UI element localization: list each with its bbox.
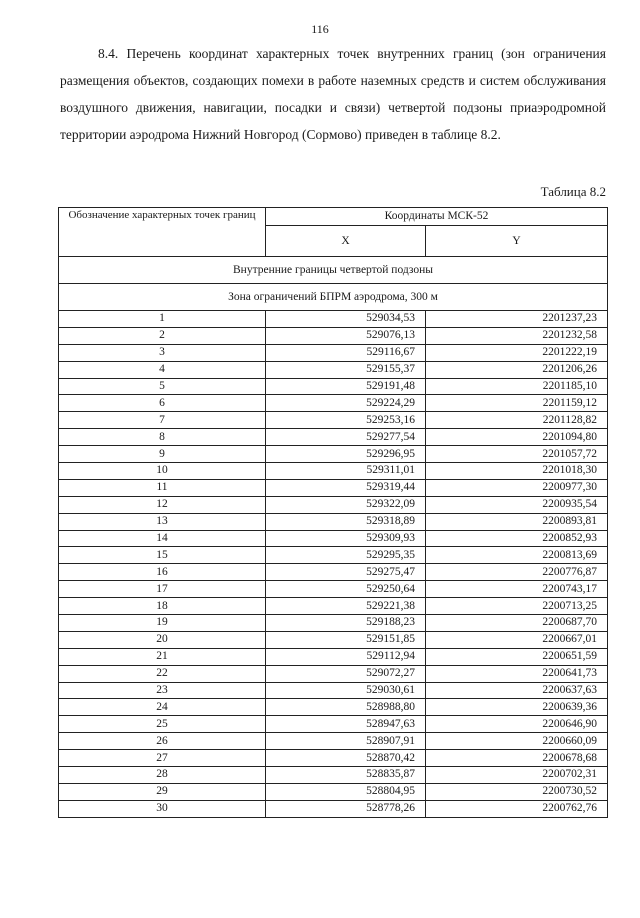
- page-number: 116: [311, 22, 329, 36]
- point-number-cell: 11: [59, 479, 266, 496]
- x-coordinate-cell: 529112,94: [266, 648, 426, 665]
- x-coordinate-cell: 528778,26: [266, 800, 426, 817]
- x-coordinate-cell: 528988,80: [266, 699, 426, 716]
- point-number-cell: 16: [59, 564, 266, 581]
- table-row: [59, 412, 608, 429]
- y-coordinate-cell: 2201237,23: [426, 311, 608, 328]
- y-coordinate-cell: 2200646,90: [426, 716, 608, 733]
- y-coordinate-cell: 2200660,09: [426, 733, 608, 750]
- y-coordinate-cell: 2201185,10: [426, 378, 608, 395]
- y-coordinate-cell: 2200893,81: [426, 513, 608, 530]
- table-caption: Таблица 8.2: [540, 184, 606, 199]
- y-coordinate-cell: 2200730,52: [426, 783, 608, 800]
- y-coordinate-cell: 2200762,76: [426, 800, 608, 817]
- table-row: [59, 800, 608, 817]
- y-coordinate-cell: 2201159,12: [426, 395, 608, 412]
- point-number-cell: 15: [59, 547, 266, 564]
- point-number-cell: 1: [59, 311, 266, 328]
- y-coordinate-cell: 2201094,80: [426, 429, 608, 446]
- table-row: [59, 547, 608, 564]
- table-row: [59, 378, 608, 395]
- table-row: [59, 699, 608, 716]
- table-row: [59, 513, 608, 530]
- y-coordinate-cell: 2201128,82: [426, 412, 608, 429]
- coordinates-table: [58, 207, 608, 818]
- x-coordinate-cell: 529250,64: [266, 581, 426, 598]
- table-body: [59, 257, 608, 818]
- x-coordinate-cell: 529319,44: [266, 479, 426, 496]
- table-row: [59, 750, 608, 767]
- table-row: [59, 446, 608, 463]
- table-row: [59, 682, 608, 699]
- header-point: Обозначение характерных точек границ: [59, 208, 266, 257]
- point-number-cell: 28: [59, 767, 266, 784]
- table-row: [59, 767, 608, 784]
- point-number-cell: 3: [59, 344, 266, 361]
- y-coordinate-cell: 2200852,93: [426, 530, 608, 547]
- point-number-cell: 24: [59, 699, 266, 716]
- y-coordinate-cell: 2200651,59: [426, 648, 608, 665]
- x-coordinate-cell: 528947,63: [266, 716, 426, 733]
- point-number-cell: 25: [59, 716, 266, 733]
- point-number-cell: 10: [59, 463, 266, 480]
- table-row: [59, 615, 608, 632]
- header-y: Y: [426, 226, 608, 257]
- point-number-cell: 5: [59, 378, 266, 395]
- table-row: [59, 564, 608, 581]
- x-coordinate-cell: 529253,16: [266, 412, 426, 429]
- point-number-cell: 8: [59, 429, 266, 446]
- point-number-cell: 13: [59, 513, 266, 530]
- table-row: [59, 429, 608, 446]
- header-x: X: [266, 226, 426, 257]
- x-coordinate-cell: 529318,89: [266, 513, 426, 530]
- y-coordinate-cell: 2200713,25: [426, 598, 608, 615]
- x-coordinate-cell: 529076,13: [266, 327, 426, 344]
- table-row: [59, 479, 608, 496]
- y-coordinate-cell: 2201222,19: [426, 344, 608, 361]
- x-coordinate-cell: 528835,87: [266, 767, 426, 784]
- x-coordinate-cell: 529116,67: [266, 344, 426, 361]
- y-coordinate-cell: 2201018,30: [426, 463, 608, 480]
- table-row: [59, 648, 608, 665]
- table-row: [59, 631, 608, 648]
- x-coordinate-cell: 529275,47: [266, 564, 426, 581]
- x-coordinate-cell: 529072,27: [266, 665, 426, 682]
- table-row: [59, 463, 608, 480]
- y-coordinate-cell: 2200641,73: [426, 665, 608, 682]
- x-coordinate-cell: 529030,61: [266, 682, 426, 699]
- table-row: [59, 395, 608, 412]
- table-row: [59, 783, 608, 800]
- point-number-cell: 22: [59, 665, 266, 682]
- table-row: [59, 598, 608, 615]
- point-number-cell: 27: [59, 750, 266, 767]
- point-number-cell: 6: [59, 395, 266, 412]
- point-number-cell: 23: [59, 682, 266, 699]
- y-coordinate-cell: 2201232,58: [426, 327, 608, 344]
- section-title: Внутренние границы четвертой подзоны: [59, 257, 608, 284]
- point-number-cell: 7: [59, 412, 266, 429]
- x-coordinate-cell: 529309,93: [266, 530, 426, 547]
- table-row: [59, 733, 608, 750]
- point-number-cell: 2: [59, 327, 266, 344]
- point-number-cell: 21: [59, 648, 266, 665]
- y-coordinate-cell: 2201206,26: [426, 361, 608, 378]
- header-coordinates: Координаты МСК-52: [266, 208, 608, 226]
- point-number-cell: 18: [59, 598, 266, 615]
- x-coordinate-cell: 529322,09: [266, 496, 426, 513]
- y-coordinate-cell: 2200776,87: [426, 564, 608, 581]
- table-row: [59, 530, 608, 547]
- y-coordinate-cell: 2200687,70: [426, 615, 608, 632]
- x-coordinate-cell: 529188,23: [266, 615, 426, 632]
- y-coordinate-cell: 2200702,31: [426, 767, 608, 784]
- y-coordinate-cell: 2200639,36: [426, 699, 608, 716]
- table-row: [59, 716, 608, 733]
- intro-paragraph: 8.4. Перечень координат характерных точек внутренних границ (зон ограничения размещения объектов, создающих помехи в работе наземных средств и систем обслуживания воздушного движения, навигации, посадки и связи) четвертой подзоны приаэродромной территории аэродрома Нижний Новгород (Сормово) приведен в таблице 8.2.: [60, 46, 606, 142]
- x-coordinate-cell: 529311,01: [266, 463, 426, 480]
- y-coordinate-cell: 2200667,01: [426, 631, 608, 648]
- table-row: [59, 665, 608, 682]
- point-number-cell: 12: [59, 496, 266, 513]
- point-number-cell: 26: [59, 733, 266, 750]
- point-number-cell: 19: [59, 615, 266, 632]
- y-coordinate-cell: 2200743,17: [426, 581, 608, 598]
- y-coordinate-cell: 2201057,72: [426, 446, 608, 463]
- x-coordinate-cell: 529295,35: [266, 547, 426, 564]
- x-coordinate-cell: 528907,91: [266, 733, 426, 750]
- point-number-cell: 30: [59, 800, 266, 817]
- x-coordinate-cell: 529296,95: [266, 446, 426, 463]
- table-row: [59, 311, 608, 328]
- point-number-cell: 20: [59, 631, 266, 648]
- subsection-title: Зона ограничений БПРМ аэродрома, 300 м: [59, 284, 608, 311]
- x-coordinate-cell: 529221,38: [266, 598, 426, 615]
- x-coordinate-cell: 529224,29: [266, 395, 426, 412]
- subsection-row: [59, 284, 608, 311]
- x-coordinate-cell: 528870,42: [266, 750, 426, 767]
- point-number-cell: 29: [59, 783, 266, 800]
- y-coordinate-cell: 2200678,68: [426, 750, 608, 767]
- y-coordinate-cell: 2200637,63: [426, 682, 608, 699]
- point-number-cell: 9: [59, 446, 266, 463]
- point-number-cell: 17: [59, 581, 266, 598]
- y-coordinate-cell: 2200813,69: [426, 547, 608, 564]
- table-header-row: [59, 208, 608, 226]
- table-row: [59, 327, 608, 344]
- x-coordinate-cell: 528804,95: [266, 783, 426, 800]
- x-coordinate-cell: 529277,54: [266, 429, 426, 446]
- y-coordinate-cell: 2200935,54: [426, 496, 608, 513]
- x-coordinate-cell: 529151,85: [266, 631, 426, 648]
- table-row: [59, 496, 608, 513]
- x-coordinate-cell: 529155,37: [266, 361, 426, 378]
- point-number-cell: 4: [59, 361, 266, 378]
- point-number-cell: 14: [59, 530, 266, 547]
- x-coordinate-cell: 529034,53: [266, 311, 426, 328]
- table-row: [59, 581, 608, 598]
- x-coordinate-cell: 529191,48: [266, 378, 426, 395]
- table-row: [59, 361, 608, 378]
- y-coordinate-cell: 2200977,30: [426, 479, 608, 496]
- table-row: [59, 344, 608, 361]
- section-row: [59, 257, 608, 284]
